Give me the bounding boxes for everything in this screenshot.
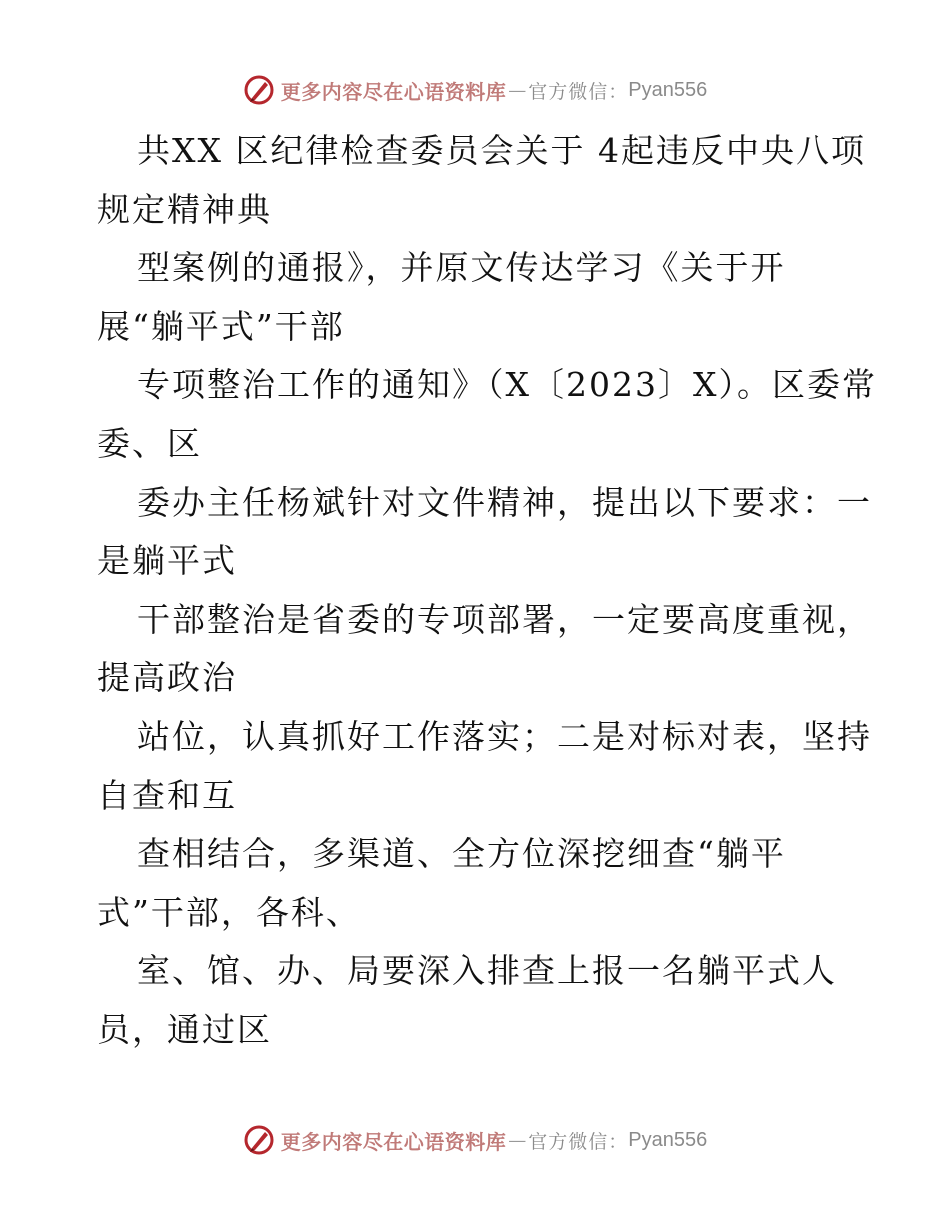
header-wechat-label: 官方微信：	[528, 80, 629, 103]
header-brand-text: 更多内容尽在心语资料库	[280, 79, 507, 104]
footer-brand-text: 更多内容尽在心语资料库	[280, 1129, 507, 1154]
body-line: 规定精神典	[97, 189, 272, 229]
header-wechat-id: Pyan556	[628, 78, 708, 101]
document-body	[97, 122, 897, 1060]
body-line: 查相结合，多渠道、全方位深挖细查“躺平	[137, 834, 786, 874]
footer-watermark	[0, 1120, 950, 1160]
body-line: 干部整治是省委的专项部署，一定要高度重视，	[137, 599, 872, 639]
body-line: 自查和互	[97, 775, 237, 815]
body-line: 委办主任杨斌针对文件精神，提出以下要求：一	[137, 482, 872, 522]
header-watermark	[0, 70, 950, 110]
footer-wechat-id: Pyan556	[628, 1128, 708, 1151]
body-line: 式”干部，各科、	[97, 892, 361, 932]
footer-wechat-label: 官方微信：	[528, 1130, 629, 1153]
body-line: 共XX 区纪律检查委员会关于 4起违反中央八项	[137, 131, 866, 170]
body-line: 展“躺平式”干部	[97, 306, 345, 346]
body-line: 委、区	[97, 423, 202, 463]
footer-dash: —	[508, 1129, 527, 1151]
body-line: 型案例的通报》，并原文传达学习《关于开	[137, 248, 786, 288]
body-line: 站位，认真抓好工作落实；二是对标对表，坚持	[137, 716, 872, 756]
body-line: 室、馆、办、局要深入排查上报一名躺平式人	[137, 951, 837, 991]
body-line: 提高政治	[97, 658, 237, 698]
body-line: 员，通过区	[97, 1009, 272, 1049]
pen-logo-icon	[243, 74, 275, 106]
header-dash: —	[508, 79, 527, 101]
body-line: 是躺平式	[97, 541, 237, 581]
body-line: 专项整治工作的通知》（X〔2023〕X）。区委常	[137, 365, 877, 405]
pen-logo-icon	[243, 1124, 275, 1156]
